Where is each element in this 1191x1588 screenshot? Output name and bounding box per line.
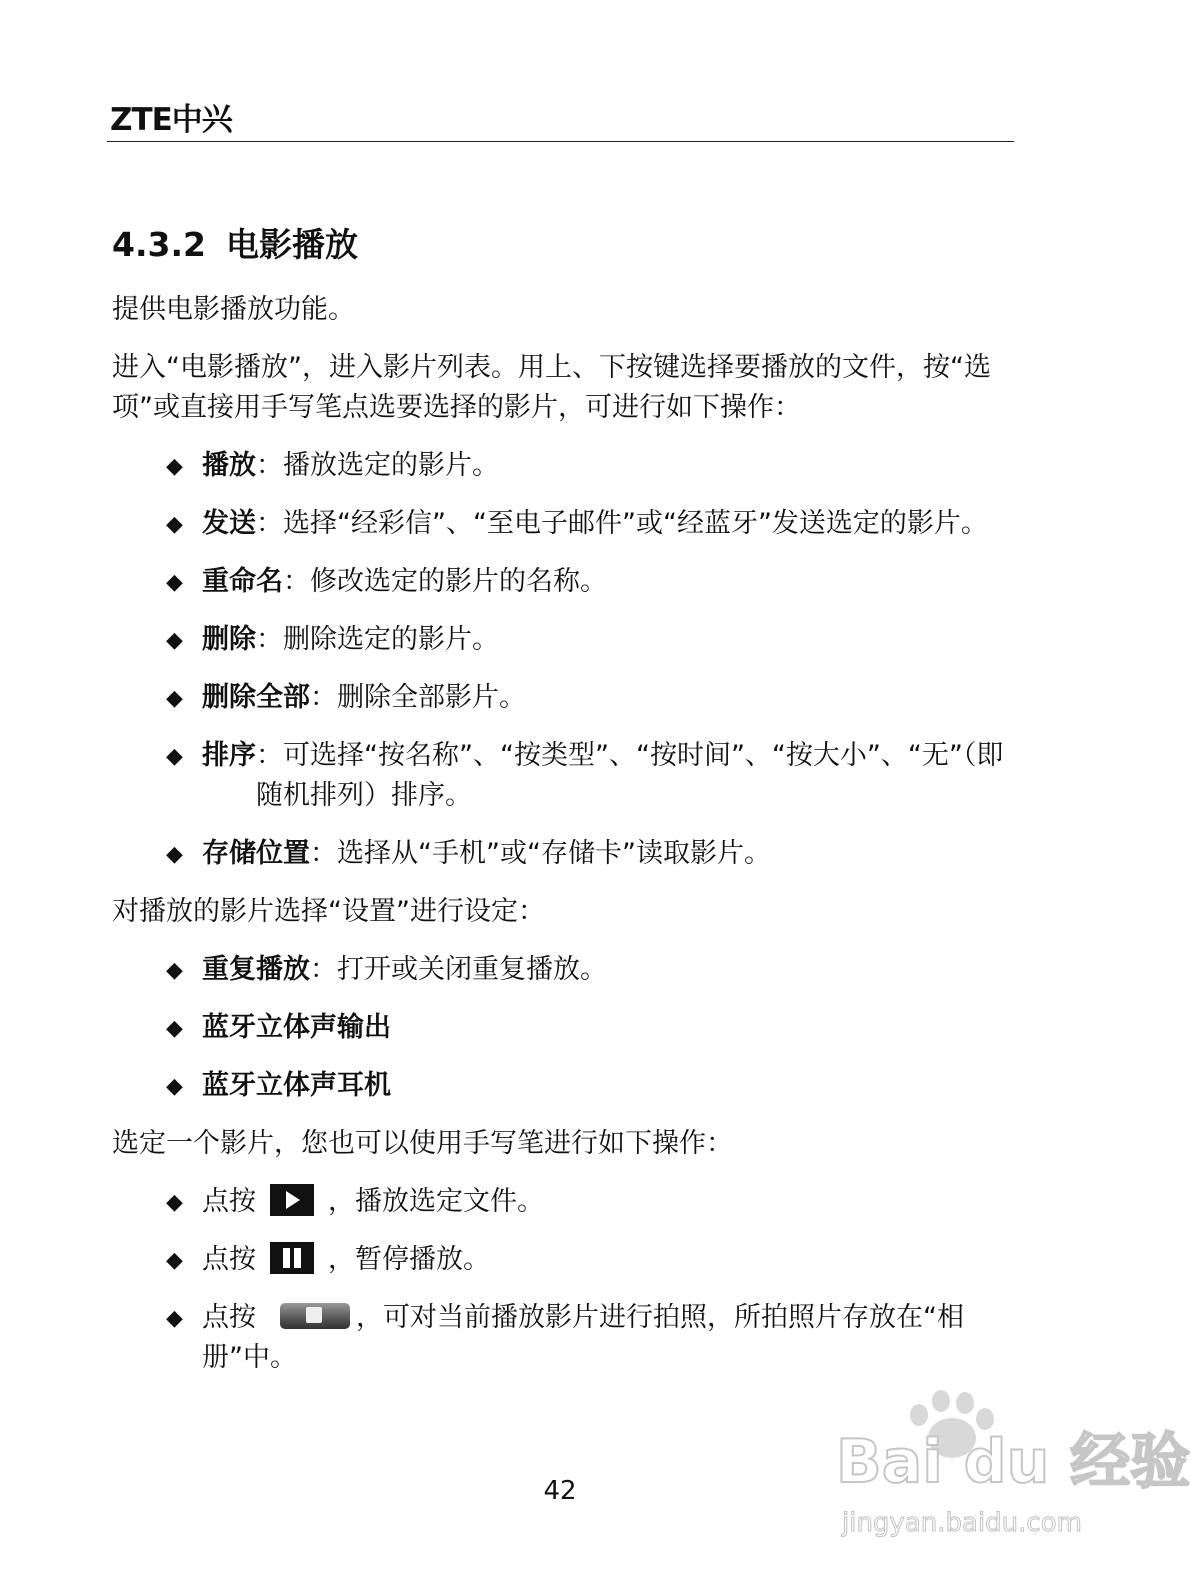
option-text: ：播放选定的影片。 xyxy=(256,450,499,481)
setting-label: 蓝牙立体声耳机 xyxy=(202,1070,391,1101)
setting-label: 重复播放 xyxy=(202,954,310,985)
action-prefix: 点按 xyxy=(202,1244,256,1275)
list-item xyxy=(112,950,1012,990)
section-heading xyxy=(112,222,1012,268)
diamond-bullet-icon: ◆ xyxy=(166,570,183,595)
actions-list xyxy=(112,1182,1012,1378)
list-item xyxy=(112,1298,1012,1378)
diamond-bullet-icon: ◆ xyxy=(166,686,183,711)
list-item xyxy=(112,1240,1012,1280)
action-prefix: 点按 xyxy=(202,1186,256,1217)
action-text: ，可对当前播放影片进行拍照，所拍照片存放在“相册”中。 xyxy=(202,1302,964,1373)
setting-label: 蓝牙立体声输出 xyxy=(202,1012,391,1043)
diamond-bullet-icon: ◆ xyxy=(166,842,183,867)
action-prefix: 点按 xyxy=(202,1302,256,1333)
diamond-bullet-icon: ◆ xyxy=(166,1190,183,1215)
diamond-bullet-icon: ◆ xyxy=(166,1074,183,1099)
option-text: ：选择从“手机”或“存储卡”读取影片。 xyxy=(310,838,771,869)
diamond-bullet-icon: ◆ xyxy=(166,1306,183,1331)
settings-list xyxy=(112,950,1012,1106)
option-text: ：选择“经彩信”、“至电子邮件”或“经蓝牙”发送选定的影片。 xyxy=(256,508,988,539)
option-label: 发送 xyxy=(202,508,256,539)
setting-text: ：打开或关闭重复播放。 xyxy=(310,954,607,985)
option-text: ：删除选定的影片。 xyxy=(256,624,499,655)
header-rule xyxy=(107,141,1014,142)
list-item xyxy=(112,1182,1012,1222)
option-label: 删除 xyxy=(202,624,256,655)
instructions-paragraph: 进入“电影播放”，进入影片列表。用上、下按键选择要播放的文件，按“选项”或直接用手写笔点选要选择的影片，可进行如下操作： xyxy=(112,352,991,423)
watermark-url: jingyan.baidu.com xyxy=(842,1508,1082,1538)
section-number: 4.3.2 xyxy=(112,225,206,264)
page-number: 42 xyxy=(543,1476,577,1506)
options-list xyxy=(112,446,1012,874)
list-item xyxy=(112,504,1012,544)
stylus-paragraph: 选定一个影片，您也可以使用手写笔进行如下操作： xyxy=(112,1128,733,1159)
action-text: ，暂停播放。 xyxy=(328,1244,490,1275)
zte-logo: ZTE中兴 xyxy=(110,102,232,138)
list-item xyxy=(112,678,1012,718)
list-item xyxy=(112,1008,1012,1048)
play-icon xyxy=(270,1184,314,1216)
option-text: ：可选择“按名称”、“按类型”、“按时间”、“按大小”、“无”（即随机排列）排序。 xyxy=(256,740,1004,811)
watermark-brand: Bai du 经验 xyxy=(836,1427,1191,1497)
camera-icon xyxy=(280,1303,350,1329)
option-label: 存储位置 xyxy=(202,838,310,869)
diamond-bullet-icon: ◆ xyxy=(166,512,183,537)
diamond-bullet-icon: ◆ xyxy=(166,958,183,983)
section-title: 电影播放 xyxy=(225,225,358,264)
option-label: 排序 xyxy=(202,740,256,771)
list-item xyxy=(112,446,1012,486)
action-text: ，播放选定文件。 xyxy=(328,1186,544,1217)
page-content xyxy=(112,222,1012,1396)
list-item xyxy=(112,562,1012,602)
intro-paragraph: 提供电影播放功能。 xyxy=(112,294,355,325)
diamond-bullet-icon: ◆ xyxy=(166,454,183,479)
option-text: ：删除全部影片。 xyxy=(310,682,526,713)
option-text: ：修改选定的影片的名称。 xyxy=(283,566,607,597)
list-item xyxy=(112,620,1012,660)
list-item xyxy=(112,736,1012,816)
diamond-bullet-icon: ◆ xyxy=(166,628,183,653)
diamond-bullet-icon: ◆ xyxy=(166,1016,183,1041)
pause-icon xyxy=(270,1242,314,1274)
list-item xyxy=(112,834,1012,874)
option-label: 删除全部 xyxy=(202,682,310,713)
diamond-bullet-icon: ◆ xyxy=(166,744,183,769)
list-item xyxy=(112,1066,1012,1106)
option-label: 重命名 xyxy=(202,566,283,597)
option-label: 播放 xyxy=(202,450,256,481)
settings-paragraph: 对播放的影片选择“设置”进行设定： xyxy=(112,896,545,927)
diamond-bullet-icon: ◆ xyxy=(166,1248,183,1273)
